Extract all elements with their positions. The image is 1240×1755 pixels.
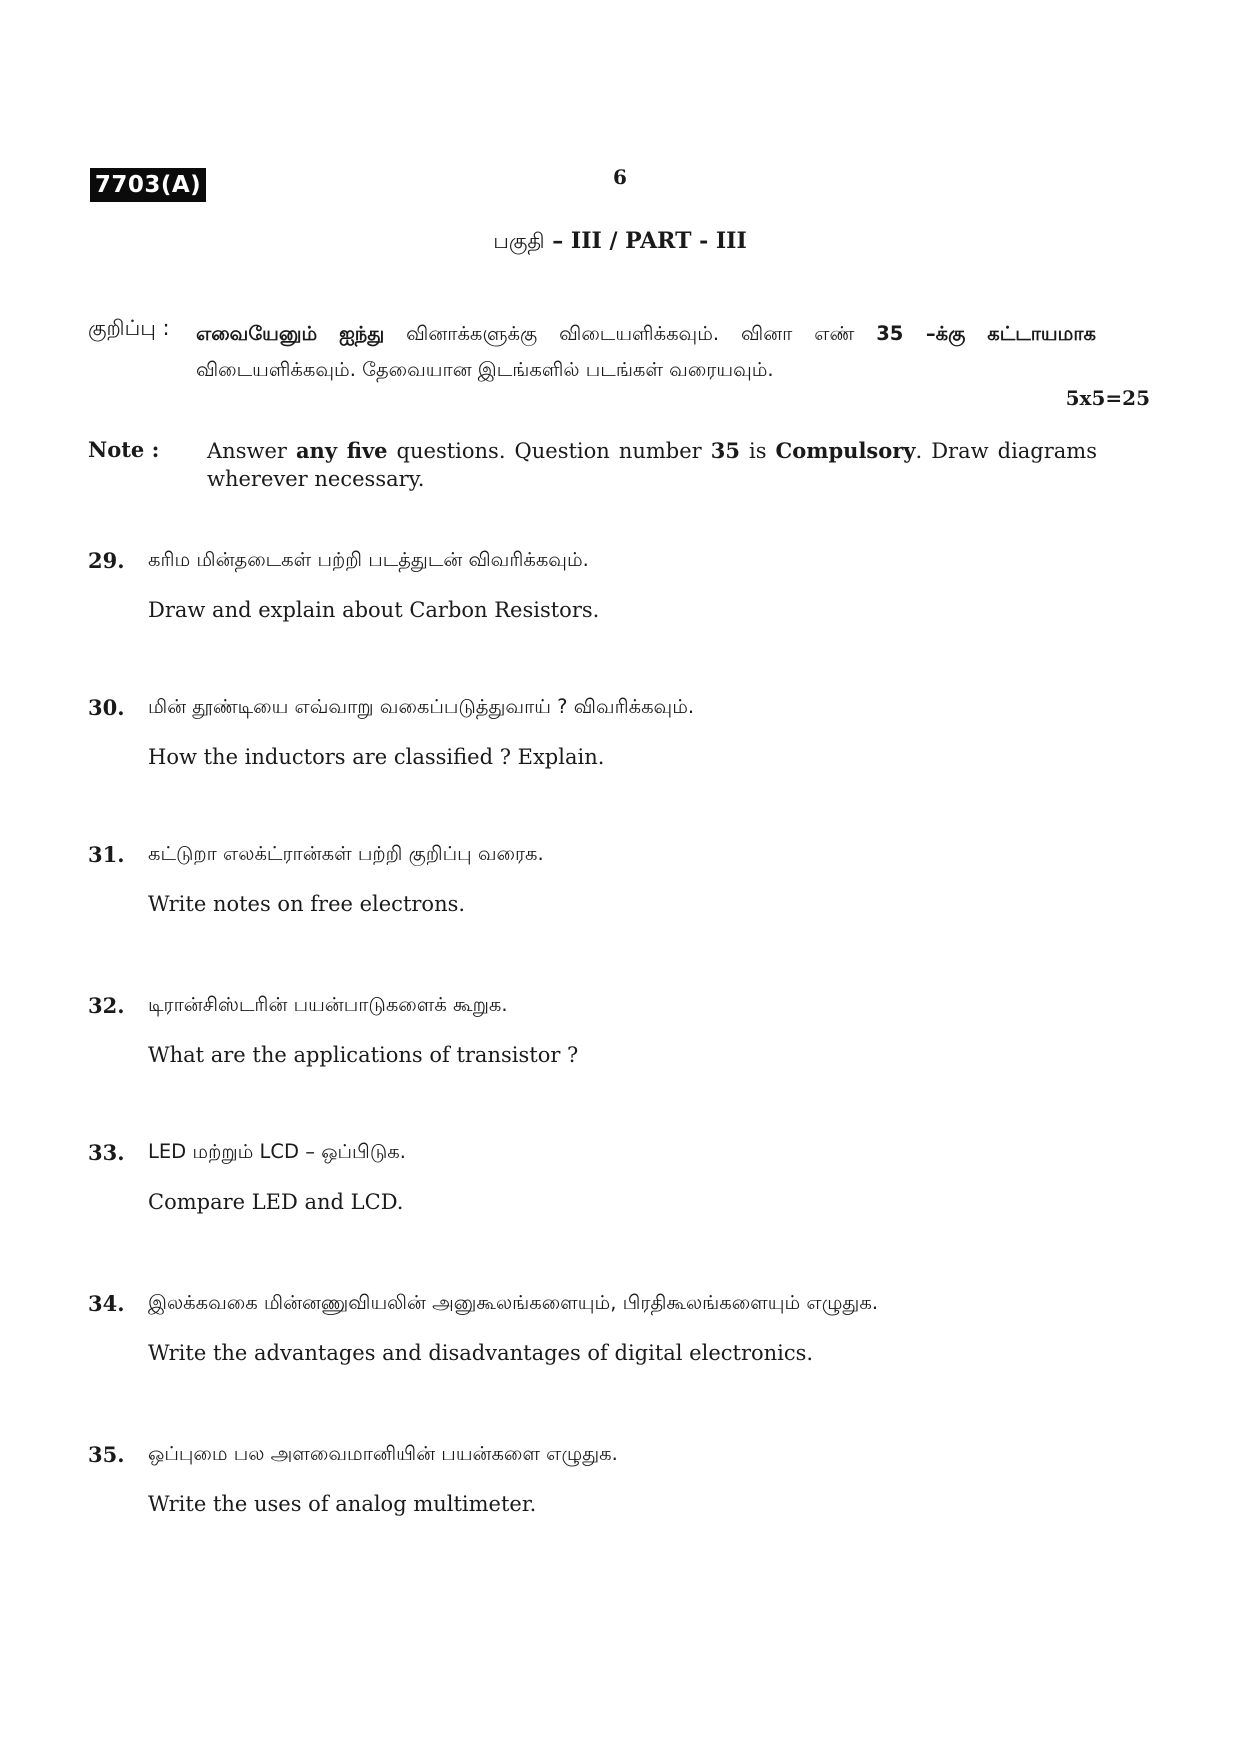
question-text-english: Write the uses of analog multimeter. <box>148 1492 537 1516</box>
tamil-note-seg2: விடையளிக்கவும். தேவையான இடங்களில் படங்கள் வரையவும். <box>196 358 774 381</box>
english-note-t1: Answer <box>207 439 296 463</box>
question-text-tamil: கட்டுறா எலக்ட்ரான்கள் பற்றி குறிப்பு வரைக. <box>148 842 544 865</box>
question-number: 31. <box>88 842 125 867</box>
english-note-any-five: any five <box>295 438 388 463</box>
question-text-english: Compare LED and LCD. <box>148 1190 404 1214</box>
page-number: 6 <box>613 165 627 189</box>
question-text-tamil: கரிம மின்தடைகள் பற்றி படத்துடன் விவரிக்கவும். <box>148 548 589 571</box>
english-note-t4: . Draw diagrams wherever necessary. <box>207 439 1097 491</box>
part-heading <box>0 228 1240 256</box>
question-text-tamil: டிரான்சிஸ்டரின் பயன்பாடுகளைக் கூறுக. <box>148 993 508 1016</box>
question-text-tamil: மின் தூண்டியை எவ்வாறு வகைப்படுத்துவாய் ? விவரிக்கவும். <box>148 695 695 718</box>
question-number: 34. <box>88 1291 125 1316</box>
question-number: 35. <box>88 1442 125 1467</box>
question-number: 32. <box>88 993 125 1018</box>
tamil-note-label: குறிப்பு : <box>88 316 170 340</box>
question-text-tamil: LED மற்றும் LCD – ஒப்பிடுக. <box>148 1140 406 1163</box>
question-text-tamil: ஒப்புமை பல அளவைமானியின் பயன்களை எழுதுக. <box>148 1442 618 1465</box>
question-text-english: Write notes on free electrons. <box>148 892 466 916</box>
question-number: 33. <box>88 1140 125 1165</box>
question-number: 30. <box>88 695 125 720</box>
english-note-text <box>207 437 1097 493</box>
english-note-label: Note : <box>88 437 160 462</box>
english-note-compulsory: Compulsory <box>775 438 916 463</box>
english-note-t2: questions. Question number <box>387 439 711 463</box>
question-text-english: How the inductors are classified ? Explain. <box>148 745 605 769</box>
marks-allocation: 5x5=25 <box>1065 386 1150 410</box>
question-text-english: Write the advantages and disadvantages of digital electronics. <box>148 1341 814 1365</box>
tamil-note-five: ஐந்து <box>339 322 385 345</box>
tamil-note-compulsory: கட்டாயமாக <box>987 322 1096 345</box>
question-text-tamil: இலக்கவகை மின்னணுவியலின் அனுகூலங்களையும், பிரதிகூலங்களையும் எழுதுக. <box>148 1291 879 1314</box>
part-heading-english: – III / PART - III <box>544 228 747 254</box>
paper-code-badge: 7703(A) <box>90 168 206 202</box>
question-text-english: Draw and explain about Carbon Resistors. <box>148 598 600 622</box>
english-note-q35: 35 <box>710 438 740 463</box>
tamil-note-num: 35 –க்கு <box>876 322 966 345</box>
tamil-note-text <box>196 316 1096 388</box>
english-note-t3: is <box>739 439 776 463</box>
part-heading-tamil: பகுதி <box>493 229 545 253</box>
question-text-english: What are the applications of transistor ? <box>148 1043 579 1067</box>
tamil-note-any: எவையேனும் <box>196 322 318 345</box>
question-number: 29. <box>88 548 125 573</box>
tamil-note-seg1: வினாக்களுக்கு விடையளிக்கவும். வினா எண் <box>384 322 877 345</box>
